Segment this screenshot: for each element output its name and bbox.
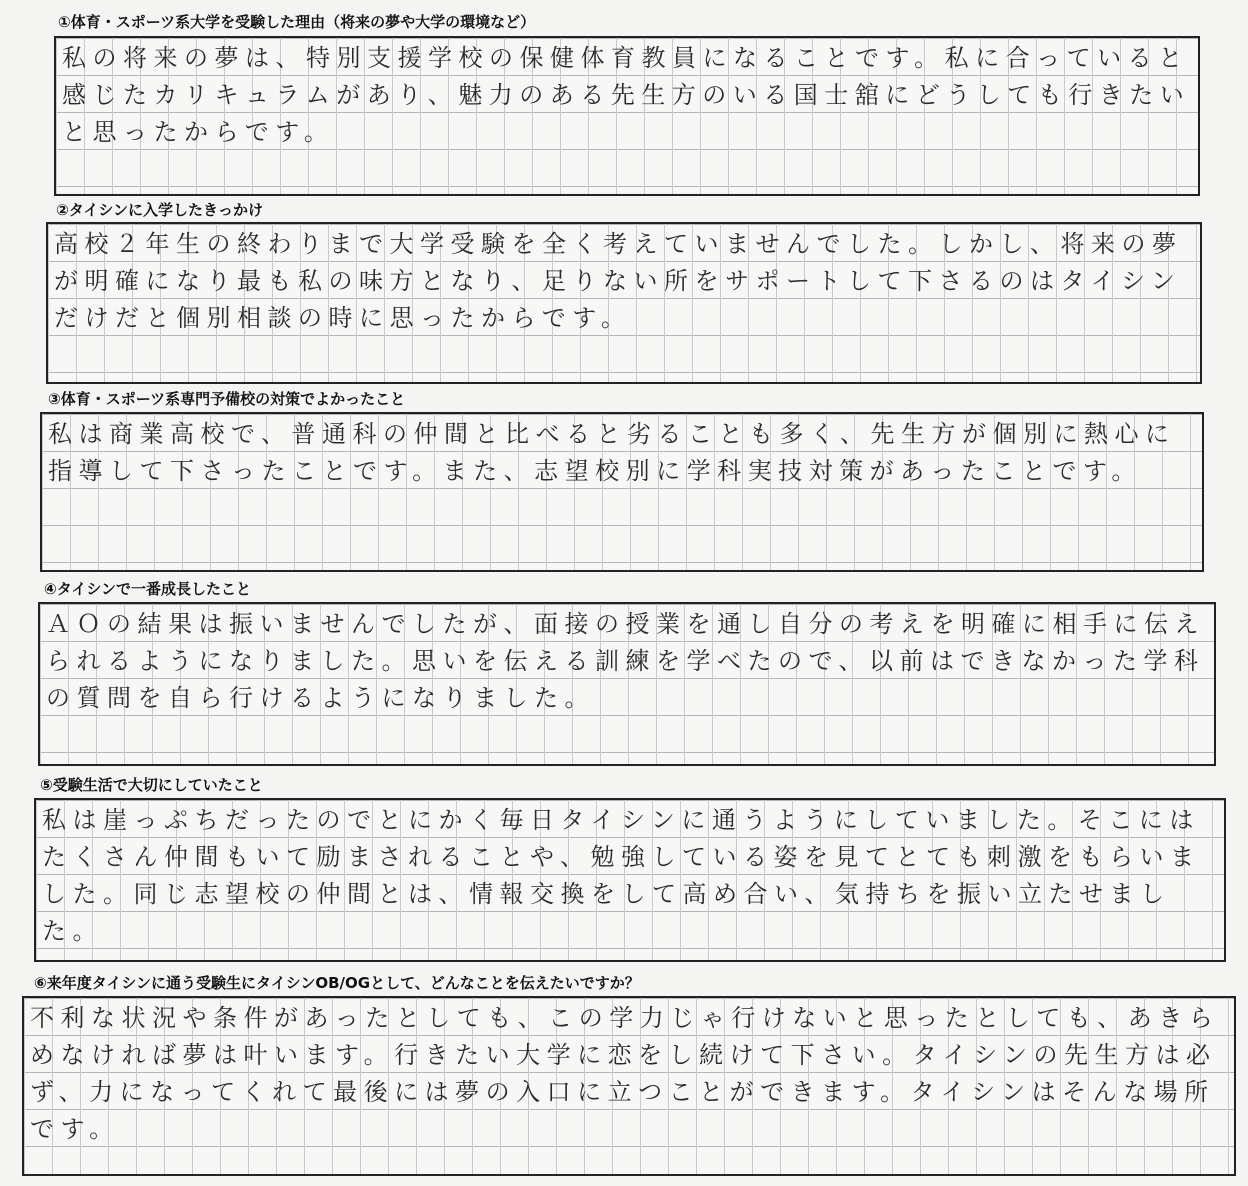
section-3-answer-box: [40, 412, 1204, 572]
section-5-answer-box: [34, 798, 1226, 962]
section-2-answer: 高校２年生の終わりまで大学受験を全く考えていませんでした。しかし、将来の夢が明確になり最も私の味方となり、足りない所をサポートして下さるのはタイシンだけだと個別相談の時に思ったからです。: [54, 230, 1183, 332]
section-5-answer: 私は崖っぷちだったのでとにかく毎日タイシンに通うようにしていました。そこにはたくさん仲間もいて励まされることや、勉強している姿を見てとても刺激をもらいました。同じ志望校の仲間とは、情報交換をして高め合い、気持ちを振い立たせました。: [42, 806, 1201, 945]
section-4-answer-box: [38, 602, 1216, 766]
section-3-heading: ③体育・スポーツ系専門予備校の対策でよかったこと: [48, 390, 406, 408]
section-4-heading: ④タイシンで一番成長したこと: [44, 580, 252, 598]
section-6-answer: 不利な状況や条件があったとしても、この学力じゃ行けないと思ったとしても、あきらめなければ夢は叶います。行きたい大学に恋をし続けて下さい。タイシンの先生方は必ず、力になってくれて最後には夢の入口に立つことができます。タイシンはそんな場所です。: [30, 1004, 1220, 1143]
section-2-answer-box: [46, 222, 1202, 384]
section-6-heading: ⑥来年度タイシンに通う受験生にタイシンOB/OGとして、どんなことを伝えたいですか？: [34, 974, 640, 992]
section-1-answer-box: [54, 36, 1200, 196]
section-6-answer-box: [22, 996, 1236, 1176]
section-2-heading: ②タイシンに入学したきっかけ: [56, 201, 264, 219]
section-5-heading: ⑤受験生活で大切にしていたこと: [40, 776, 263, 794]
section-1-heading: ①体育・スポーツ系大学を受験した理由（将来の夢や大学の環境など）: [58, 13, 536, 31]
section-1-answer: 私の将来の夢は、特別支援学校の保健体育教員になることです。私に合っていると感じたカリキュラムがあり、魅力のある先生方のいる国士舘にどうしても行きたいと思ったからです。: [62, 44, 1191, 146]
section-4-answer: ＡＯの結果は振いませんでしたが、面接の授業を通し自分の考えを明確に相手に伝えられるようになりました。思いを伝える訓練を学べたので、以前はできなかった学科の質問を自ら行けるようになりました。: [46, 610, 1205, 712]
section-3-answer: 私は商業高校で、普通科の仲間と比べると劣ることも多く、先生方が個別に熱心に指導して下さったことです。また、志望校別に学科実技対策があったことです。: [48, 420, 1176, 485]
